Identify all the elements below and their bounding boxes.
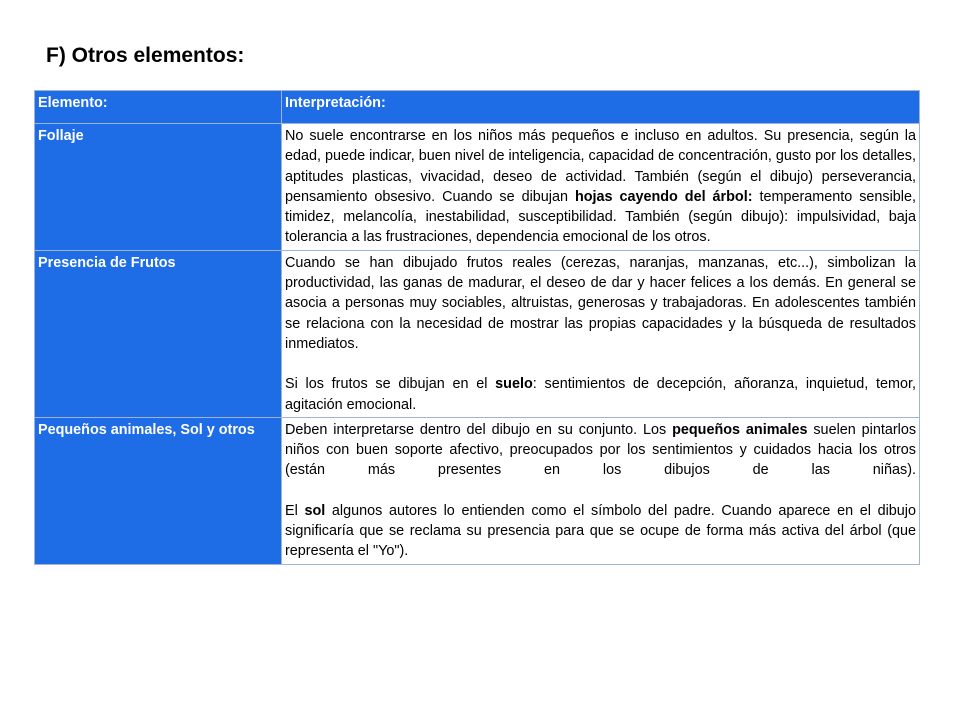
paragraph: Deben interpretarse dentro del dibujo en su conjunto. Los pequeños animales suelen pintarlos niños con buen soporte afectivo, preocupados por los sentimientos y cuidados hacia los otros (están más presentes en los dibujos de las niñas). xyxy=(285,421,917,479)
row-text-follaje xyxy=(282,124,920,251)
row-label-frutos: Presencia de Frutos xyxy=(35,250,282,417)
page-title: F) Otros elementos: xyxy=(46,44,245,67)
header-interpretation: Interpretación: xyxy=(282,91,920,124)
row-text-frutos xyxy=(282,250,920,417)
paragraph: No suele encontrarse en los niños más pequeños e incluso en adultos. Su presencia, según la edad, puede indicar, buen nivel de inteligencia, capacidad de concentración, gusto por los detalles, aptitudes plasticas, vivacidad, deseo de actividad. También (según el dibujo) perseverancia, pensamiento obsesivo. Cuando se dibujan hojas cayendo del árbol: temperamento sensible, timidez, melancolía, inestabilidad, susceptibilidad. También (según dibujo): impulsividad, baja tolerancia a las frustraciones, dependencia emocional de los otros. xyxy=(285,128,916,246)
table-row xyxy=(35,250,920,417)
row-text-animales-sol xyxy=(282,417,920,564)
row-label-follaje: Follaje xyxy=(35,124,282,251)
paragraph: Cuando se han dibujado frutos reales (cerezas, naranjas, manzanas, etc...), simbolizan la productividad, las ganas de madurar, el deseo de dar y hacer felices a los demás. En general se asocia a personas muy sociables, altruistas, generosas y trabajadoras. En adolescentes también se relaciona con la necesidad de mostrar las propias capacidades y la búsqueda de resultados inmediatos. xyxy=(285,254,916,352)
paragraph: Si los frutos se dibujan en el suelo: sentimientos de decepción, añoranza, inquietud, temor, agitación emocional. xyxy=(285,376,916,413)
paragraph: El sol algunos autores lo entienden como el símbolo del padre. Cuando aparece en el dibujo significaría que se reclama su presencia para que se ocupe de forma más activa del árbol (que representa el "Yo"). xyxy=(285,502,916,560)
table-header-row xyxy=(35,91,920,124)
interpretation-table xyxy=(34,90,920,565)
row-label-animales-sol: Pequeños animales, Sol y otros xyxy=(35,417,282,564)
table-row xyxy=(35,417,920,564)
table-row xyxy=(35,124,920,251)
header-element: Elemento: xyxy=(35,91,282,124)
